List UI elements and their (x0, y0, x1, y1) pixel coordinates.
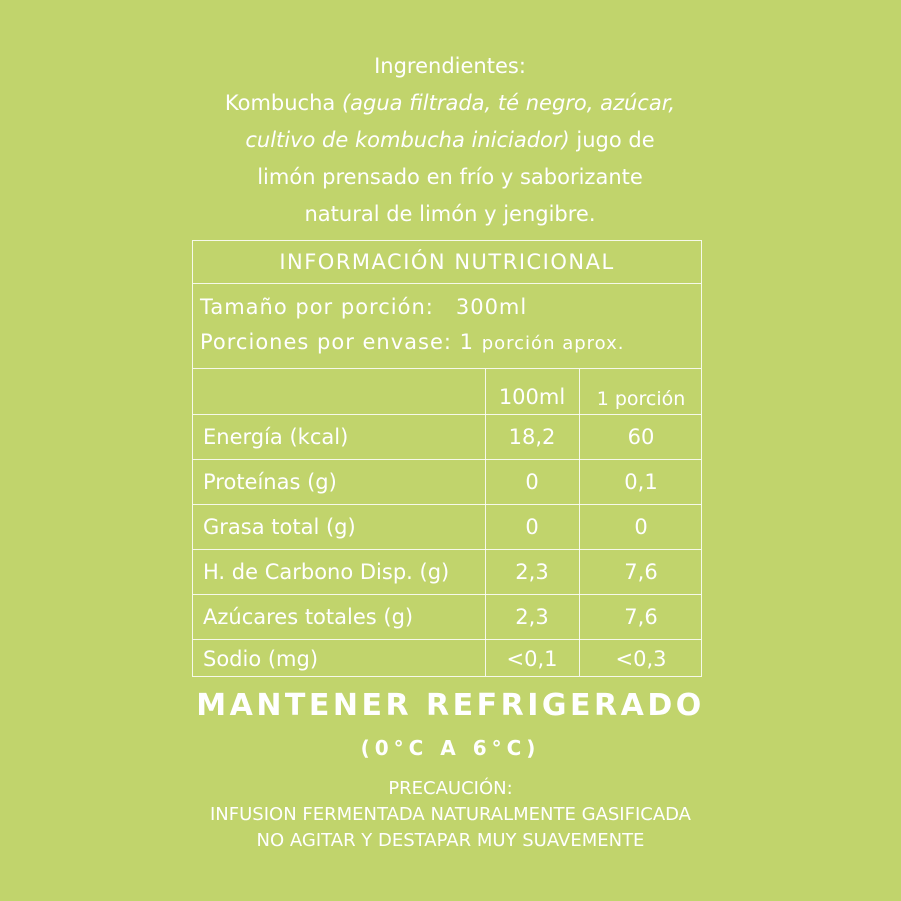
table-row (193, 415, 701, 460)
storage-temperature: (0°C A 6°C) (360, 736, 541, 760)
caution-heading: PRECAUCIÓN: (388, 778, 513, 799)
table-row (193, 640, 701, 677)
table-row (193, 595, 701, 640)
row-value-portion: 7,6 (624, 560, 658, 584)
column-header-100ml: 100ml (498, 385, 566, 409)
serving-info (193, 284, 701, 369)
row-label: Energía (kcal) (203, 425, 349, 449)
caution-line-2: NO AGITAR Y DESTAPAR MUY SUAVEMENTE (256, 830, 645, 851)
serving-size-value: 300ml (455, 295, 528, 319)
ingredients-culture: cultivo de kombucha iniciador) (245, 128, 570, 152)
row-value-100ml: <0,1 (506, 646, 558, 671)
serving-size-label: Tamaño por porción: (200, 295, 434, 319)
row-value-100ml: 2,3 (515, 560, 549, 584)
ingredients-heading: Ingrendientes: (374, 54, 526, 78)
row-label: Proteínas (g) (203, 470, 337, 494)
ingredients-line-4: limón prensado en frío y saborizante (257, 165, 643, 189)
table-row (193, 505, 701, 550)
row-value-100ml: 18,2 (508, 425, 556, 449)
row-value-100ml: 2,3 (515, 605, 549, 629)
caution-line-1: INFUSION FERMENTADA NATURALMENTE GASIFICADA (209, 804, 691, 825)
ingredients-juice: jugo de (569, 128, 655, 152)
row-label: Azúcares totales (g) (203, 605, 414, 629)
servings-line (200, 330, 625, 354)
ingredients-line-2 (100, 85, 800, 122)
table-header-row (193, 369, 701, 415)
ingredients-block (100, 48, 800, 233)
caution-block (0, 776, 901, 854)
table-row (193, 550, 701, 595)
column-header-portion: 1 porción (596, 388, 686, 410)
servings-value: 1 (459, 330, 475, 354)
storage-title: MANTENER REFRIGERADO (196, 688, 705, 723)
servings-label: Porciones por envase: (200, 330, 452, 354)
table-row (193, 460, 701, 505)
ingredients-kombucha: Kombucha (224, 91, 342, 115)
nutrition-table (192, 240, 702, 677)
row-value-portion: 60 (627, 425, 655, 449)
row-value-portion: 0,1 (624, 470, 658, 494)
ingredients-kombucha-detail: (agua filtrada, té negro, azúcar, (341, 91, 676, 115)
row-value-portion: 0 (634, 515, 648, 539)
row-value-portion: 7,6 (624, 605, 658, 629)
row-value-100ml: 0 (525, 515, 539, 539)
row-label: Sodio (mg) (203, 646, 319, 671)
nutrition-title: INFORMACIÓN NUTRICIONAL (193, 241, 701, 284)
row-value-100ml: 0 (525, 470, 539, 494)
row-label: Grasa total (g) (203, 515, 356, 539)
row-label: H. de Carbono Disp. (g) (203, 560, 450, 584)
ingredients-line-5: natural de limón y jengibre. (304, 202, 596, 226)
ingredients-line-3 (100, 122, 800, 159)
servings-note: porción aprox. (481, 333, 625, 354)
serving-size-line (200, 295, 527, 319)
row-value-portion: <0,3 (615, 646, 667, 671)
